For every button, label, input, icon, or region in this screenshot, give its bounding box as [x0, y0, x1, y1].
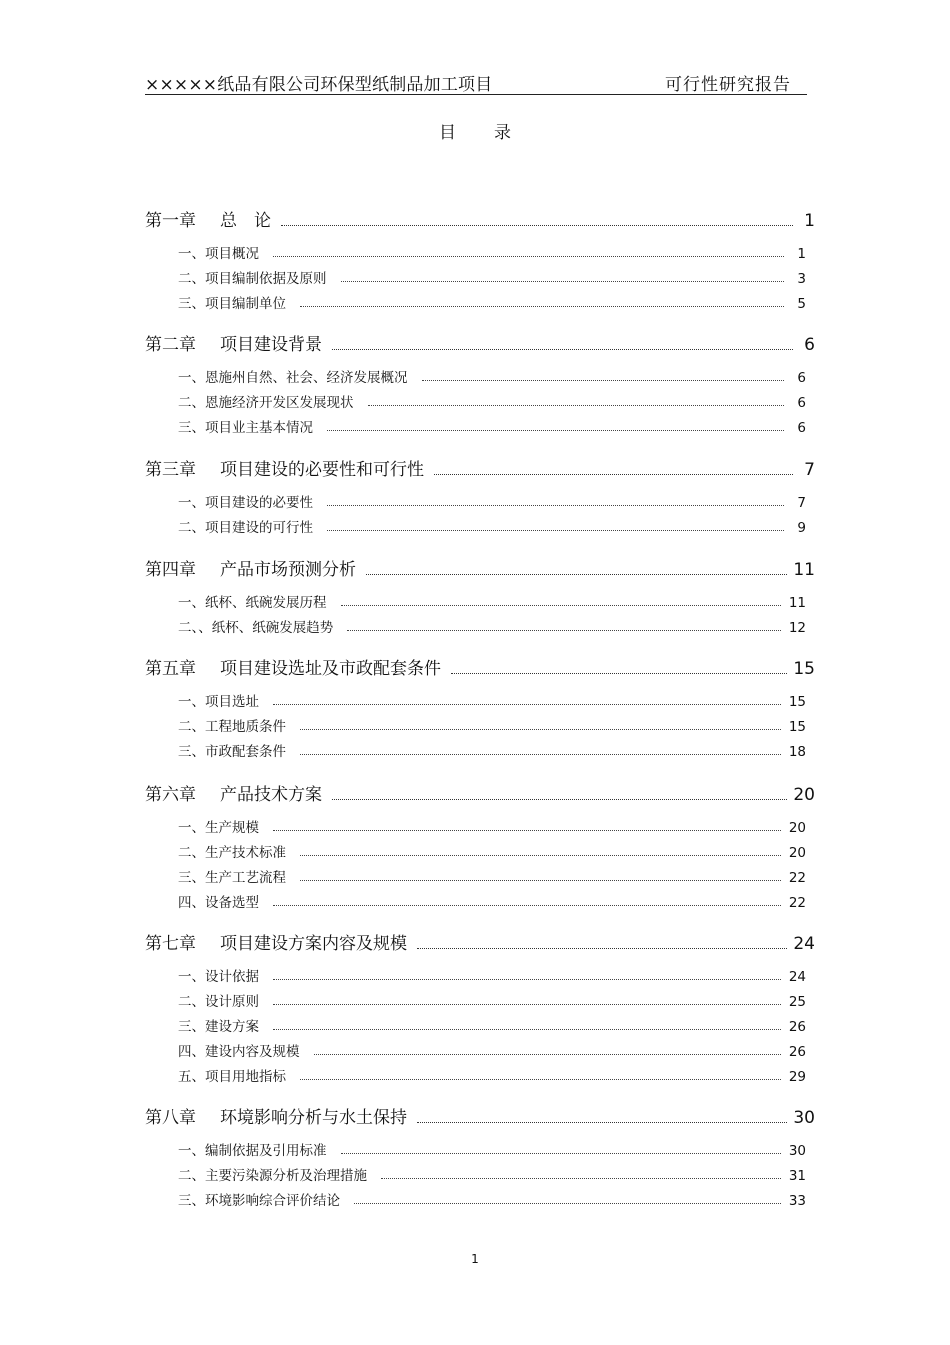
- dot-leader: [327, 530, 784, 531]
- section-page-number: 20: [788, 820, 806, 836]
- chapter-label: [145, 929, 407, 954]
- chapter-title: 项目建设背景: [220, 335, 322, 355]
- chapter-number: 第三章: [145, 460, 196, 480]
- chapter-page-number: 1: [804, 211, 815, 231]
- section-page-number: 25: [788, 994, 806, 1010]
- dot-leader: [300, 855, 781, 856]
- chapter-label: [145, 1103, 407, 1128]
- toc-section-entry[interactable]: [178, 816, 806, 836]
- chapter-title: 项目建设选址及市政配套条件: [220, 659, 441, 679]
- chapter-number: 第五章: [145, 659, 196, 679]
- toc-section-entry[interactable]: [178, 391, 806, 411]
- section-page-number: 5: [797, 296, 806, 312]
- section-page-number: 15: [788, 719, 806, 735]
- chapter-label: [145, 654, 441, 679]
- toc-section-entry[interactable]: [178, 516, 806, 536]
- dot-leader: [341, 281, 785, 282]
- chapter-title: 产品技术方案: [220, 785, 322, 805]
- section-page-number: 31: [788, 1168, 806, 1184]
- section-page-number: 6: [797, 420, 806, 436]
- header-project-title: ×××××纸品有限公司环保型纸制品加工项目: [145, 75, 493, 95]
- section-title: 三、环境影响综合评价结论: [178, 1193, 340, 1209]
- section-title: 一、项目建设的必要性: [178, 495, 313, 511]
- dot-leader: [422, 380, 785, 381]
- section-page-number: 26: [788, 1044, 806, 1060]
- section-page-number: 30: [788, 1143, 806, 1159]
- toc-section-entry[interactable]: [178, 1139, 806, 1159]
- toc-section-entry[interactable]: [178, 965, 806, 985]
- toc-section-entry[interactable]: [178, 841, 806, 861]
- toc-chapter-entry[interactable]: [145, 556, 815, 580]
- toc-section-entry[interactable]: [178, 891, 806, 911]
- toc-title: 目录: [439, 123, 549, 143]
- dot-leader: [417, 1122, 787, 1123]
- section-title: 一、编制依据及引用标准: [178, 1143, 327, 1159]
- dot-leader: [273, 1004, 781, 1005]
- section-title: 一、恩施州自然、社会、经济发展概况: [178, 370, 408, 386]
- toc-section-entry[interactable]: [178, 491, 806, 511]
- toc-section-entry[interactable]: [178, 292, 806, 312]
- dot-leader: [327, 505, 784, 506]
- section-title: 二、项目编制依据及原则: [178, 271, 327, 287]
- toc-chapter-entry[interactable]: [145, 331, 815, 355]
- chapter-title: 环境影响分析与水土保持: [220, 1108, 407, 1128]
- section-title: 三、建设方案: [178, 1019, 259, 1035]
- section-title: 一、设计依据: [178, 969, 259, 985]
- chapter-page-number: 30: [793, 1108, 815, 1128]
- chapter-number: 第六章: [145, 785, 196, 805]
- chapter-page-number: 20: [793, 785, 815, 805]
- dot-leader: [434, 474, 793, 475]
- toc-section-entry[interactable]: [178, 1015, 806, 1035]
- toc-section-entry[interactable]: [178, 366, 806, 386]
- section-title: 一、项目选址: [178, 694, 259, 710]
- toc-section-entry[interactable]: [178, 740, 806, 760]
- dot-leader: [273, 256, 784, 257]
- toc-section-entry[interactable]: [178, 990, 806, 1010]
- toc-chapter-entry[interactable]: [145, 781, 815, 805]
- dot-leader: [281, 225, 793, 226]
- chapter-page-number: 7: [804, 460, 815, 480]
- chapter-number: 第八章: [145, 1108, 196, 1128]
- toc-section-entry[interactable]: [178, 866, 806, 886]
- dot-leader: [368, 405, 785, 406]
- toc-section-entry[interactable]: [178, 690, 806, 710]
- chapter-label: [145, 555, 356, 580]
- dot-leader: [300, 754, 781, 755]
- section-page-number: 22: [788, 870, 806, 886]
- dot-leader: [366, 574, 787, 575]
- chapter-number: 第七章: [145, 934, 196, 954]
- section-page-number: 24: [788, 969, 806, 985]
- dot-leader: [332, 799, 787, 800]
- section-title: 一、纸杯、纸碗发展历程: [178, 595, 327, 611]
- chapter-page-number: 15: [793, 659, 815, 679]
- section-title: 四、建设内容及规模: [178, 1044, 300, 1060]
- dot-leader: [354, 1203, 781, 1204]
- dot-leader: [300, 306, 784, 307]
- section-page-number: 7: [797, 495, 806, 511]
- chapter-label: [145, 330, 322, 355]
- dot-leader: [347, 630, 781, 631]
- dot-leader: [273, 1029, 781, 1030]
- header-report-type: 可行性研究报告: [665, 75, 791, 95]
- section-page-number: 29: [788, 1069, 806, 1085]
- section-title: 三、项目业主基本情况: [178, 420, 313, 436]
- chapter-title: 项目建设的必要性和可行性: [220, 460, 424, 480]
- section-title: 三、生产工艺流程: [178, 870, 286, 886]
- toc-section-entry[interactable]: [178, 416, 806, 436]
- toc-section-entry[interactable]: [178, 715, 806, 735]
- chapter-number: 第一章: [145, 211, 196, 231]
- section-page-number: 18: [788, 744, 806, 760]
- chapter-page-number: 24: [793, 934, 815, 954]
- toc-chapter-entry[interactable]: [145, 655, 815, 679]
- chapter-label: [145, 780, 322, 805]
- section-page-number: 1: [797, 246, 806, 262]
- dot-leader: [314, 1054, 781, 1055]
- chapter-label: [145, 455, 424, 480]
- toc-chapter-entry[interactable]: [145, 207, 815, 231]
- chapter-label: [145, 206, 271, 231]
- chapter-page-number: 11: [793, 560, 815, 580]
- dot-leader: [417, 948, 787, 949]
- section-page-number: 12: [788, 620, 806, 636]
- chapter-number: 第四章: [145, 560, 196, 580]
- section-title: 二、生产技术标准: [178, 845, 286, 861]
- section-page-number: 26: [788, 1019, 806, 1035]
- dot-leader: [273, 979, 781, 980]
- section-page-number: 6: [797, 395, 806, 411]
- section-title: 三、项目编制单位: [178, 296, 286, 312]
- section-title: 二、恩施经济开发区发展现状: [178, 395, 354, 411]
- page-number: 1: [471, 1252, 479, 1266]
- section-title: 二、项目建设的可行性: [178, 520, 313, 536]
- toc-section-entry[interactable]: [178, 1189, 806, 1209]
- toc-section-entry[interactable]: [178, 1065, 806, 1085]
- chapter-title: 项目建设方案内容及规模: [220, 934, 407, 954]
- chapter-page-number: 6: [804, 335, 815, 355]
- chapter-title: 产品市场预测分析: [220, 560, 356, 580]
- section-page-number: 6: [797, 370, 806, 386]
- section-title: 四、设备选型: [178, 895, 259, 911]
- chapter-title: 总 论: [220, 211, 271, 231]
- section-title: 三、市政配套条件: [178, 744, 286, 760]
- section-title: 一、项目概况: [178, 246, 259, 262]
- dot-leader: [341, 605, 781, 606]
- toc-section-entry[interactable]: [178, 1040, 806, 1060]
- section-title: 五、项目用地指标: [178, 1069, 286, 1085]
- section-page-number: 33: [788, 1193, 806, 1209]
- chapter-number: 第二章: [145, 335, 196, 355]
- toc-section-entry[interactable]: [178, 591, 806, 611]
- section-page-number: 3: [797, 271, 806, 287]
- toc-section-entry[interactable]: [178, 616, 806, 636]
- section-page-number: 20: [788, 845, 806, 861]
- toc-section-entry[interactable]: [178, 242, 806, 262]
- dot-leader: [327, 430, 784, 431]
- toc-section-entry[interactable]: [178, 267, 806, 287]
- dot-leader: [332, 349, 793, 350]
- dot-leader: [341, 1153, 781, 1154]
- dot-leader: [273, 830, 781, 831]
- toc-chapter-entry[interactable]: [145, 456, 815, 480]
- dot-leader: [381, 1178, 781, 1179]
- section-title: 二、工程地质条件: [178, 719, 286, 735]
- section-title: 一、生产规模: [178, 820, 259, 836]
- dot-leader: [451, 673, 787, 674]
- toc-chapter-entry[interactable]: [145, 930, 815, 954]
- section-title: 二、主要污染源分析及治理措施: [178, 1168, 367, 1184]
- dot-leader: [273, 905, 781, 906]
- toc-chapter-entry[interactable]: [145, 1104, 815, 1128]
- dot-leader: [273, 704, 781, 705]
- toc-section-entry[interactable]: [178, 1164, 806, 1184]
- section-page-number: 22: [788, 895, 806, 911]
- section-page-number: 15: [788, 694, 806, 710]
- dot-leader: [300, 1079, 781, 1080]
- section-page-number: 11: [788, 595, 806, 611]
- section-title: 二、设计原则: [178, 994, 259, 1010]
- section-page-number: 9: [797, 520, 806, 536]
- dot-leader: [300, 729, 781, 730]
- section-title: 二、、纸杯、纸碗发展趋势: [178, 620, 334, 636]
- dot-leader: [300, 880, 781, 881]
